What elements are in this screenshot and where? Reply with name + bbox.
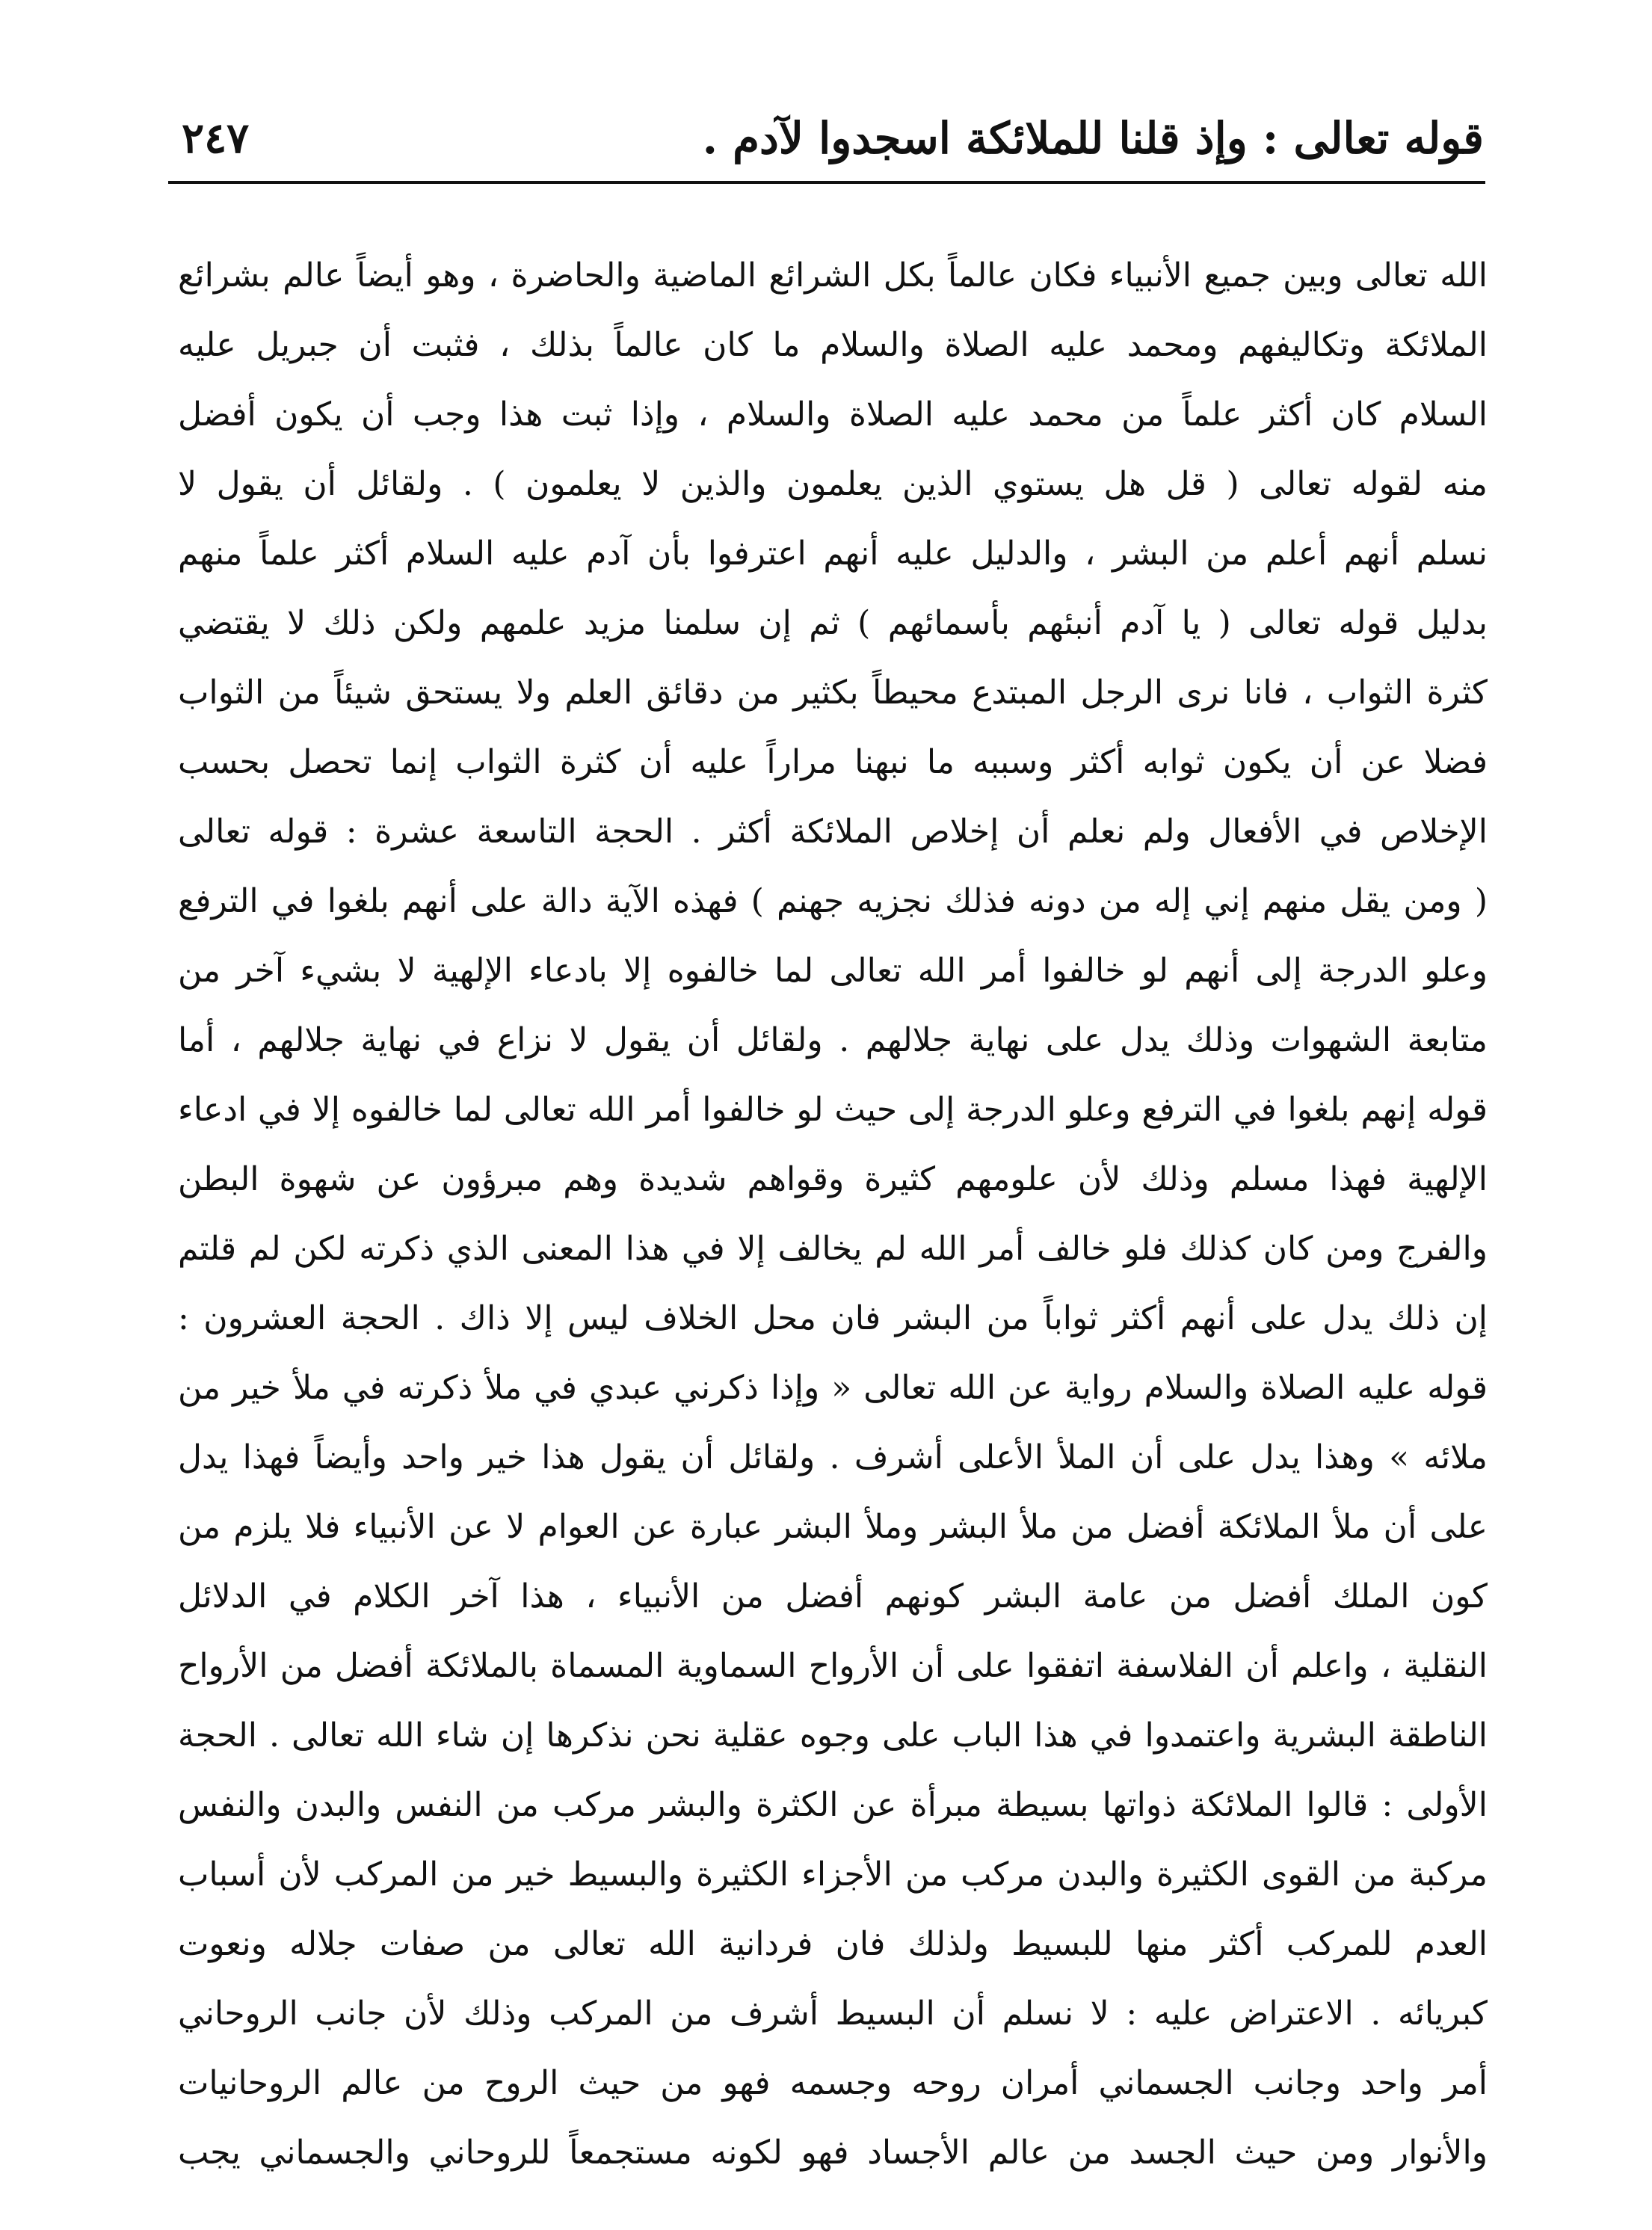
running-title: قوله تعالى : وإذ قلنا للملائكة اسجدوا لآدم . (702, 113, 1484, 164)
page-header (168, 97, 1484, 179)
text-line: نسلم أنهم أعلم من البشر ، والدليل عليه أنهم اعترفوا بأن آدم عليه السلام أكثر علماً منهم (178, 535, 1488, 573)
text-line: النقلية ، واعلم أن الفلاسفة اتفقوا على أن الأرواح السماوية المسماة بالملائكة أفضل من الأرواح (178, 1647, 1488, 1685)
text-line: مركبة من القوى الكثيرة والبدن مركب من الأجزاء الكثيرة والبسيط خير من المركب لأن أسباب (178, 1855, 1488, 1894)
text-line: الله تعالى وبين جميع الأنبياء فكان عالماً بكل الشرائع الماضية والحاضرة ، وهو أيضاً عالم بشرائع (178, 256, 1488, 295)
text-line: الأولى : قالوا الملائكة ذواتها بسيطة مبرأة عن الكثرة والبشر مركب من النفس والبدن والنفس (178, 1786, 1488, 1824)
text-line: والفرج ومن كان كذلك فلو خالف أمر الله لم يخالف إلا في هذا المعنى الذي ذكرته لكن لم قلتم (178, 1230, 1488, 1268)
text-line: على أن ملأ الملائكة أفضل من ملأ البشر وملأ البشر عبارة عن العوام لا عن الأنبياء فلا يلزم من (178, 1508, 1488, 1546)
text-line: الإلهية فهذا مسلم وذلك لأن علومهم كثيرة وقواهم شديدة وهم مبرؤون عن شهوة البطن (178, 1160, 1488, 1198)
text-line: أمر واحد وجانب الجسماني أمران روحه وجسمه فهو من حيث الروح من عالم الروحانيات (178, 2064, 1488, 2102)
text-line: بدليل قوله تعالى ( يا آدم أنبئهم بأسمائهم ) ثم إن سلمنا مزيد علمهم ولكن ذلك لا يقتضي (178, 604, 1488, 642)
text-line: كون الملك أفضل من عامة البشر كونهم أفضل من الأنبياء ، هذا آخر الكلام في الدلائل (178, 1577, 1488, 1615)
text-line: منه لقوله تعالى ( قل هل يستوي الذين يعلمون والذين لا يعلمون ) . ولقائل أن يقول لا (178, 465, 1488, 503)
text-line: ( ومن يقل منهم إني إله من دونه فذلك نجزيه جهنم ) فهذه الآية دالة على أنهم بلغوا في الترفع (178, 882, 1488, 920)
text-line: الناطقة البشرية واعتمدوا في هذا الباب على وجوه عقلية نحن نذكرها إن شاء الله تعالى . الحجة (178, 1716, 1488, 1755)
text-line: الإخلاص في الأفعال ولم نعلم أن إخلاص الملائكة أكثر . الحجة التاسعة عشرة : قوله تعالى (178, 813, 1488, 851)
text-line: كبريائه . الاعتراض عليه : لا نسلم أن البسيط أشرف من المركب وذلك لأن جانب الروحاني (178, 1995, 1488, 2033)
text-line: ملائه » وهذا يدل على أن الملأ الأعلى أشرف . ولقائل أن يقول هذا خير واحد وأيضاً فهذا يدل (178, 1438, 1488, 1476)
text-line: فضلا عن أن يكون ثوابه أكثر وسببه ما نبهنا مراراً عليه أن كثرة الثواب إنما تحصل بحسب (178, 743, 1488, 781)
text-line: العدم للمركب أكثر منها للبسيط ولذلك فان فردانية الله تعالى من صفات جلاله ونعوت (178, 1925, 1488, 1963)
text-line: قوله إنهم بلغوا في الترفع وعلو الدرجة إلى حيث لو خالفوا أمر الله تعالى لما خالفوه إلا في ادعاء (178, 1091, 1488, 1129)
text-line: والأنوار ومن حيث الجسد من عالم الأجساد فهو لكونه مستجمعاً للروحاني والجسماني يجب (178, 2134, 1488, 2172)
body-text (178, 241, 1488, 2187)
text-line: الملائكة وتكاليفهم ومحمد عليه الصلاة والسلام ما كان عالماً بذلك ، فثبت أن جبريل عليه (178, 326, 1488, 364)
text-line: السلام كان أكثر علماً من محمد عليه الصلاة والسلام ، وإذا ثبت هذا وجب أن يكون أفضل (178, 395, 1488, 434)
header-rule (168, 181, 1485, 184)
text-line: إن ذلك يدل على أنهم أكثر ثواباً من البشر فان محل الخلاف ليس إلا ذاك . الحجة العشرون : (178, 1299, 1488, 1337)
text-line: كثرة الثواب ، فانا نرى الرجل المبتدع محيطاً بكثير من دقائق العلم ولا يستحق شيئاً من الثواب (178, 674, 1488, 712)
text-line: قوله عليه الصلاة والسلام رواية عن الله تعالى « وإذا ذكرني عبدي في ملأ ذكرته في ملأ خير من (178, 1369, 1488, 1407)
text-line: متابعة الشهوات وذلك يدل على نهاية جلالهم . ولقائل أن يقول لا نزاع في نهاية جلالهم ، أما (178, 1021, 1488, 1059)
text-line: وعلو الدرجة إلى أنهم لو خالفوا أمر الله تعالى لما خالفوه إلا بادعاء الإلهية لا بشيء آخر من (178, 952, 1488, 990)
page-number: ٢٤٧ (182, 114, 250, 163)
